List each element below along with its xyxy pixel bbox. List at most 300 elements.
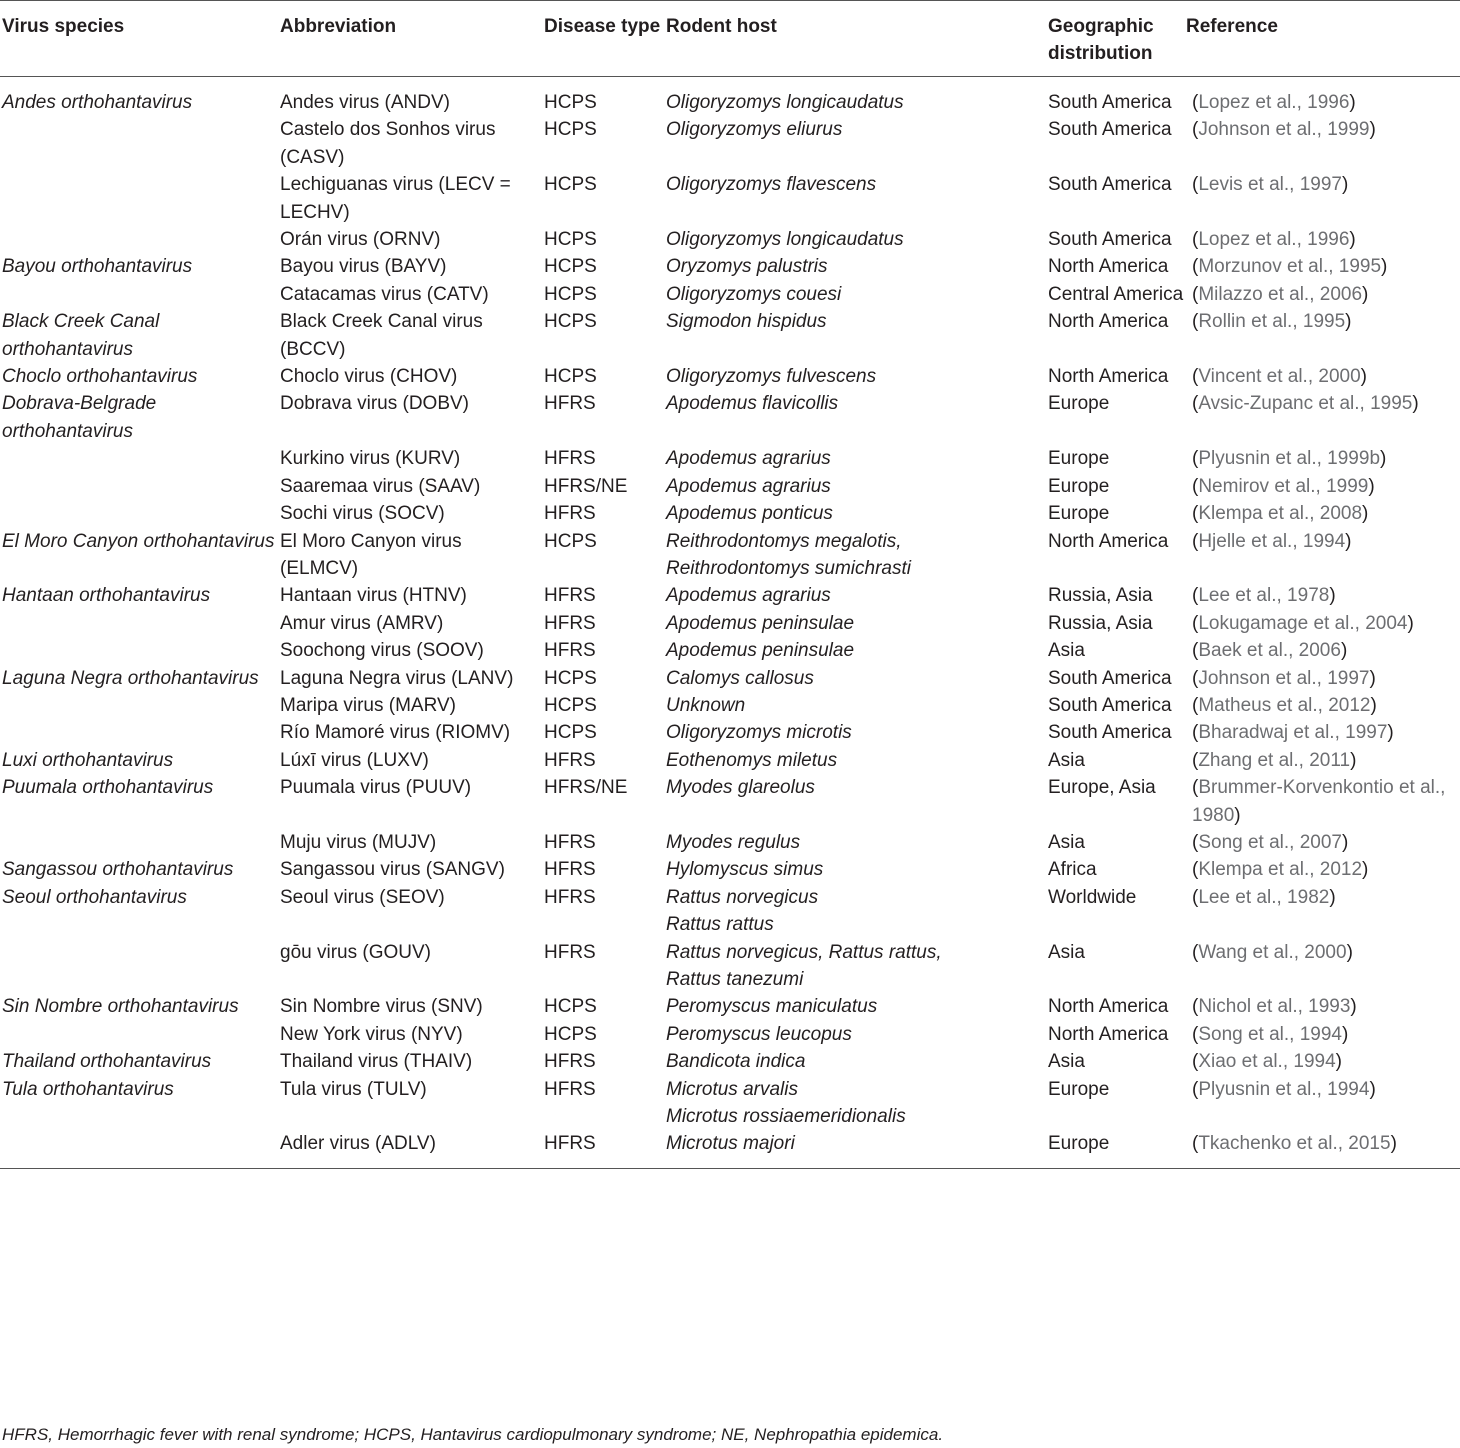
cell-reference [1184, 253, 1460, 280]
cell-abbreviation: Sin Nombre virus (SNV) [280, 996, 483, 1018]
rodent-host-name: Apodemus flavicollis [666, 393, 839, 415]
cell-virus-species: Seoul orthohantavirus [2, 886, 187, 908]
rodent-host-name: Rattus norvegicus, Rattus rattus, [666, 941, 942, 963]
cell-geographic-distribution: Asia [1048, 831, 1085, 853]
cell-virus-species [0, 116, 278, 171]
rodent-host-name: Oligoryzomys eliurus [666, 119, 843, 141]
reference-open-paren: ( [1192, 448, 1199, 470]
cell-geographic-distribution: Russia, Asia [1048, 585, 1153, 607]
reference-open-paren: ( [1192, 92, 1199, 113]
cell-geographic-distribution: Europe [1048, 475, 1110, 497]
cell-abbreviation: Black Creek Canal virus (BCCV) [280, 311, 483, 360]
cell-virus-species [0, 692, 278, 719]
rodent-host-name: Microtus majori [666, 1133, 795, 1155]
reference-open-paren: ( [1192, 585, 1199, 607]
reference-open-paren: ( [1192, 530, 1199, 552]
reference-link[interactable]: Bharadwaj et al., 1997 [1198, 722, 1388, 744]
table-row [0, 445, 1460, 472]
reference-close-paren: ) [1349, 92, 1356, 113]
reference-open-paren: ( [1192, 831, 1199, 853]
rodent-host-name: Myodes glareolus [666, 777, 815, 799]
cell-geographic-distribution: South America [1048, 174, 1172, 196]
cell-abbreviation: New York virus (NYV) [280, 1023, 463, 1045]
cell-abbreviation: Lúxī virus (LUXV) [280, 749, 429, 771]
cell-disease-type: HCPS [544, 283, 597, 305]
reference-link[interactable]: Song et al., 2007 [1198, 831, 1342, 853]
table-row [0, 665, 1460, 692]
cell-rodent-host [664, 692, 1046, 719]
cell-virus-species [0, 1021, 278, 1048]
cell-geographic-distribution: Europe [1048, 503, 1110, 525]
cell-reference [1184, 774, 1460, 829]
reference-link[interactable]: Vincent et al., 2000 [1198, 366, 1361, 388]
reference-close-paren: ) [1341, 174, 1349, 196]
reference-open-paren: ( [1192, 283, 1199, 305]
cell-rodent-host [664, 1130, 1046, 1168]
reference-open-paren: ( [1192, 1078, 1199, 1100]
cell-geographic-distribution: South America [1048, 694, 1172, 716]
reference-close-paren: ) [1362, 503, 1369, 525]
reference-open-paren: ( [1192, 996, 1199, 1018]
reference-link[interactable]: Lee et al., 1978 [1198, 585, 1330, 607]
cell-abbreviation: El Moro Canyon virus (ELMCV) [280, 530, 462, 579]
cell-rodent-host [664, 308, 1046, 363]
rodent-host-name-secondary: Rattus rattus [666, 914, 774, 936]
table-row [0, 747, 1460, 774]
reference-open-paren: ( [1192, 393, 1199, 415]
cell-virus-species [0, 610, 278, 637]
cell-rodent-host [664, 445, 1046, 472]
rodent-host-name: Calomys callosus [666, 667, 814, 689]
table-row [0, 226, 1460, 253]
cell-rodent-host [664, 363, 1046, 390]
rodent-host-name: Oryzomys palustris [666, 256, 828, 278]
reference-link[interactable]: Klempa et al., 2008 [1198, 503, 1363, 525]
cell-geographic-distribution: Asia [1048, 640, 1085, 662]
cell-abbreviation: Saaremaa virus (SAAV) [280, 475, 481, 497]
cell-rodent-host [664, 665, 1046, 692]
cell-abbreviation: Bayou virus (BAYV) [280, 256, 447, 278]
cell-rodent-host [664, 884, 1046, 939]
cell-rodent-host [664, 253, 1046, 280]
cell-virus-species: El Moro Canyon orthohantavirus [2, 530, 275, 552]
cell-abbreviation: Sochi virus (SOCV) [280, 503, 445, 525]
table-row [0, 390, 1460, 445]
table-row [0, 253, 1460, 280]
cell-disease-type: HFRS [544, 831, 596, 853]
rodent-host-name: Reithrodontomys megalotis, [666, 530, 902, 552]
cell-virus-species: Sangassou orthohantavirus [2, 859, 234, 881]
cell-geographic-distribution: South America [1048, 722, 1172, 744]
reference-link[interactable]: Morzunov et al., 1995 [1198, 256, 1382, 278]
reference-link[interactable]: Lopez et al., 1996 [1198, 92, 1350, 113]
rodent-host-name: Oligoryzomys flavescens [666, 174, 877, 196]
cell-disease-type: HCPS [544, 256, 597, 278]
cell-disease-type: HCPS [544, 229, 597, 251]
cell-abbreviation: Thailand virus (THAIV) [280, 1051, 473, 1073]
header-reference: Reference [1186, 16, 1278, 37]
cell-virus-species [0, 829, 278, 856]
reference-close-paren: ) [1381, 256, 1388, 278]
cell-virus-species: Sin Nombre orthohantavirus [2, 996, 239, 1018]
cell-rodent-host [664, 116, 1046, 171]
cell-disease-type: HCPS [544, 1023, 597, 1045]
cell-geographic-distribution: Africa [1048, 859, 1097, 881]
cell-reference [1184, 665, 1460, 692]
rodent-host-name: Apodemus agrarius [666, 475, 831, 497]
cell-virus-species: Puumala orthohantavirus [2, 777, 214, 799]
cell-virus-species: Thailand orthohantavirus [2, 1051, 212, 1073]
rodent-host-name-secondary: Microtus rossiaemeridionalis [666, 1106, 906, 1128]
rodent-host-name: Bandicota indica [666, 1051, 806, 1073]
cell-disease-type: HFRS [544, 448, 596, 470]
table-footnote: HFRS, Hemorrhagic fever with renal syndrome; HCPS, Hantavirus cardiopulmonary syndrome; NE, Nephropathia epidemica. [2, 1425, 944, 1444]
reference-link[interactable]: Wang et al., 2000 [1198, 941, 1347, 963]
cell-virus-species [0, 226, 278, 253]
cell-rodent-host [664, 281, 1046, 308]
reference-open-paren: ( [1192, 503, 1199, 525]
cell-geographic-distribution: Russia, Asia [1048, 612, 1153, 634]
cell-disease-type: HFRS [544, 640, 596, 662]
reference-link[interactable]: Song et al., 1994 [1198, 1023, 1342, 1045]
cell-geographic-distribution: North America [1048, 366, 1169, 388]
cell-reference [1184, 390, 1460, 445]
cell-abbreviation: Dobrava virus (DOBV) [280, 393, 469, 415]
cell-abbreviation: Maripa virus (MARV) [280, 694, 456, 716]
cell-rodent-host [664, 637, 1046, 664]
table-row [0, 281, 1460, 308]
cell-disease-type: HFRS [544, 1133, 596, 1155]
cell-rodent-host [664, 1021, 1046, 1048]
table-row [0, 719, 1460, 746]
cell-virus-species: Laguna Negra orthohantavirus [2, 667, 259, 689]
cell-reference [1184, 1021, 1460, 1048]
cell-abbreviation: Adler virus (ADLV) [280, 1133, 436, 1155]
table-row [0, 582, 1460, 609]
cell-geographic-distribution: Europe, Asia [1048, 777, 1156, 799]
table-row [0, 171, 1460, 226]
cell-rodent-host [664, 500, 1046, 527]
table-body [0, 77, 1460, 1169]
reference-close-paren: ) [1360, 366, 1367, 388]
reference-open-paren: ( [1192, 1133, 1199, 1155]
reference-open-paren: ( [1192, 886, 1199, 908]
cell-disease-type: HFRS/NE [544, 475, 628, 497]
cell-rodent-host [664, 171, 1046, 226]
cell-reference [1184, 939, 1460, 994]
cell-rodent-host [664, 719, 1046, 746]
rodent-host-name: Oligoryzomys longicaudatus [666, 92, 904, 113]
cell-abbreviation: Catacamas virus (CATV) [280, 283, 489, 305]
cell-abbreviation: Sangassou virus (SANGV) [280, 859, 505, 881]
cell-rodent-host [664, 77, 1046, 117]
cell-disease-type: HCPS [544, 996, 597, 1018]
cell-virus-species [0, 637, 278, 664]
header-disease-type: Disease type [544, 16, 661, 37]
reference-open-paren: ( [1192, 229, 1199, 251]
reference-close-paren: ) [1387, 722, 1394, 744]
cell-rodent-host [664, 390, 1046, 445]
cell-geographic-distribution: South America [1048, 667, 1172, 689]
cell-abbreviation: Andes virus (ANDV) [280, 92, 450, 113]
reference-link[interactable]: Nichol et al., 1993 [1198, 996, 1351, 1018]
cell-rodent-host [664, 582, 1046, 609]
cell-abbreviation: Orán virus (ORNV) [280, 229, 441, 251]
cell-rodent-host [664, 747, 1046, 774]
table-row [0, 308, 1460, 363]
table-row [0, 528, 1460, 583]
reference-open-paren: ( [1192, 667, 1199, 689]
reference-link[interactable]: Zhang et al., 2011 [1198, 749, 1351, 771]
reference-open-paren: ( [1192, 311, 1199, 333]
reference-close-paren: ) [1342, 831, 1349, 853]
reference-open-paren: ( [1192, 612, 1199, 634]
reference-open-paren: ( [1192, 722, 1199, 744]
reference-link[interactable]: Johnson et al., 1999 [1198, 119, 1370, 141]
cell-disease-type: HFRS [544, 1078, 596, 1100]
rodent-host-name: Apodemus agrarius [666, 585, 831, 607]
cell-geographic-distribution: Asia [1048, 1051, 1085, 1073]
cell-reference [1184, 692, 1460, 719]
cell-reference [1184, 1048, 1460, 1075]
reference-link[interactable]: Baek et al., 2006 [1198, 640, 1341, 662]
cell-reference [1184, 363, 1460, 390]
table-row [0, 363, 1460, 390]
cell-disease-type: HFRS [544, 886, 596, 908]
cell-reference [1184, 884, 1460, 939]
reference-link[interactable]: Lee et al., 1982 [1198, 886, 1330, 908]
cell-reference [1184, 1076, 1460, 1131]
cell-disease-type: HFRS [544, 393, 596, 415]
cell-reference [1184, 610, 1460, 637]
cell-geographic-distribution: Europe [1048, 393, 1110, 415]
cell-reference [1184, 528, 1460, 583]
rodent-host-name: Oligoryzomys fulvescens [666, 366, 877, 388]
reference-close-paren: ) [1345, 311, 1352, 333]
cell-reference [1184, 993, 1460, 1020]
table-row [0, 77, 1460, 117]
reference-close-paren: ) [1369, 119, 1376, 141]
cell-virus-species [0, 445, 278, 472]
table-row [0, 993, 1460, 1020]
cell-abbreviation: Laguna Negra virus (LANV) [280, 667, 514, 689]
reference-close-paren: ) [1329, 886, 1336, 908]
cell-reference [1184, 308, 1460, 363]
reference-close-paren: ) [1335, 1051, 1342, 1073]
reference-link[interactable]: Klempa et al., 2012 [1198, 859, 1363, 881]
rodent-host-name: Peromyscus leucopus [666, 1023, 852, 1045]
cell-rodent-host [664, 939, 1046, 994]
cell-reference [1184, 281, 1460, 308]
cell-rodent-host [664, 528, 1046, 583]
table-row [0, 939, 1460, 994]
cell-virus-species [0, 939, 278, 994]
cell-disease-type: HCPS [544, 174, 597, 196]
rodent-host-name: Apodemus peninsulae [666, 612, 855, 634]
table-row [0, 829, 1460, 856]
cell-virus-species: Luxi orthohantavirus [2, 749, 174, 771]
cell-rodent-host [664, 1076, 1046, 1131]
cell-virus-species: Hantaan orthohantavirus [2, 585, 211, 607]
table-row [0, 500, 1460, 527]
cell-disease-type: HCPS [544, 366, 597, 388]
reference-link[interactable]: Nemirov et al., 1999 [1198, 475, 1369, 497]
rodent-host-name: Eothenomys miletus [666, 749, 838, 771]
reference-link[interactable]: Lokugamage et al., 2004 [1198, 612, 1408, 634]
table-row [0, 692, 1460, 719]
rodent-host-name-secondary: Rattus tanezumi [666, 969, 804, 990]
cell-rodent-host [664, 774, 1046, 829]
reference-open-paren: ( [1192, 1023, 1199, 1045]
cell-rodent-host [664, 610, 1046, 637]
cell-reference [1184, 445, 1460, 472]
cell-abbreviation: Amur virus (AMRV) [280, 612, 444, 634]
cell-disease-type: HCPS [544, 667, 597, 689]
rodent-host-name: Oligoryzomys couesi [666, 283, 842, 305]
cell-reference [1184, 829, 1460, 856]
reference-close-paren: ) [1350, 749, 1357, 771]
cell-virus-species [0, 281, 278, 308]
cell-virus-species [0, 171, 278, 226]
reference-close-paren: ) [1329, 585, 1336, 607]
table-row [0, 774, 1460, 829]
reference-link[interactable]: Levis et al., 1997 [1198, 174, 1342, 196]
cell-virus-species: Tula orthohantavirus [2, 1078, 174, 1100]
reference-link[interactable]: Milazzo et al., 2006 [1198, 283, 1363, 305]
cell-virus-species: Choclo orthohantavirus [2, 366, 198, 388]
header-abbreviation: Abbreviation [280, 16, 397, 37]
cell-reference [1184, 226, 1460, 253]
cell-reference [1184, 747, 1460, 774]
cell-geographic-distribution: North America [1048, 996, 1169, 1018]
table-row [0, 116, 1460, 171]
reference-open-paren: ( [1192, 694, 1199, 716]
cell-abbreviation: Puumala virus (PUUV) [280, 777, 472, 799]
reference-close-paren: ) [1362, 859, 1369, 881]
reference-close-paren: ) [1362, 283, 1369, 305]
reference-open-paren: ( [1192, 475, 1199, 497]
cell-reference [1184, 473, 1460, 500]
rodent-host-name: Apodemus agrarius [666, 448, 831, 470]
reference-close-paren: ) [1346, 941, 1353, 963]
cell-geographic-distribution: Asia [1048, 941, 1085, 963]
cell-rodent-host [664, 856, 1046, 883]
reference-link[interactable]: Plyusnin et al., 1994 [1198, 1078, 1370, 1100]
cell-virus-species [0, 719, 278, 746]
cell-geographic-distribution: North America [1048, 311, 1169, 333]
rodent-host-name: Sigmodon hispidus [666, 311, 827, 333]
reference-open-paren: ( [1192, 941, 1199, 963]
cell-abbreviation: gōu virus (GOUV) [280, 941, 431, 963]
cell-abbreviation: Castelo dos Sonhos virus (CASV) [280, 119, 496, 168]
reference-close-paren: ) [1369, 667, 1376, 689]
reference-link[interactable]: Rollin et al., 1995 [1198, 311, 1346, 333]
cell-disease-type: HCPS [544, 722, 597, 744]
cell-abbreviation: Hantaan virus (HTNV) [280, 585, 467, 607]
table-row [0, 610, 1460, 637]
cell-geographic-distribution: Europe [1048, 1133, 1110, 1155]
rodent-host-name: Hylomyscus simus [666, 859, 824, 881]
cell-rodent-host [664, 226, 1046, 253]
reference-link[interactable]: Plyusnin et al., 1999b [1198, 448, 1381, 470]
cell-geographic-distribution: Europe [1048, 1078, 1110, 1100]
cell-abbreviation: Seoul virus (SEOV) [280, 886, 445, 908]
cell-reference [1184, 719, 1460, 746]
cell-abbreviation: Muju virus (MUJV) [280, 831, 437, 853]
table-row [0, 856, 1460, 883]
reference-link[interactable]: Avsic-Zupanc et al., 1995 [1198, 393, 1413, 415]
rodent-host-name: Unknown [666, 694, 746, 716]
cell-abbreviation: Lechiguanas virus (LECV = LECHV) [280, 174, 511, 223]
cell-reference [1184, 171, 1460, 226]
header-row [0, 1, 1460, 77]
header-rodent-host: Rodent host [666, 16, 777, 37]
cell-disease-type: HFRS [544, 1051, 596, 1073]
table-row [0, 1048, 1460, 1075]
cell-disease-type: HCPS [544, 530, 597, 552]
cell-rodent-host [664, 993, 1046, 1020]
header-virus-species: Virus species [2, 16, 125, 37]
table-row [0, 884, 1460, 939]
cell-geographic-distribution: Central America [1048, 283, 1184, 305]
reference-close-paren: ) [1390, 1133, 1397, 1155]
reference-close-paren: ) [1340, 640, 1348, 662]
cell-virus-species: Dobrava-Belgrade orthohantavirus [2, 393, 157, 442]
reference-link[interactable]: Johnson et al., 1997 [1198, 667, 1370, 689]
reference-link[interactable]: Xiao et al., 1994 [1198, 1051, 1336, 1073]
cell-reference [1184, 1130, 1460, 1168]
reference-close-paren: ) [1342, 1023, 1349, 1045]
cell-reference [1184, 500, 1460, 527]
cell-abbreviation: Tula virus (TULV) [280, 1078, 427, 1100]
rodent-host-name: Myodes regulus [666, 831, 801, 853]
cell-virus-species: Andes orthohantavirus [2, 92, 193, 113]
reference-close-paren: ) [1370, 694, 1377, 716]
cell-rodent-host [664, 1048, 1046, 1075]
cell-disease-type: HCPS [544, 311, 597, 333]
reference-open-paren: ( [1192, 640, 1199, 662]
cell-virus-species: Bayou orthohantavirus [2, 256, 193, 278]
reference-link[interactable]: Brummer-Korvenkontio et al., 1980 [1192, 777, 1446, 826]
reference-close-paren: ) [1369, 1078, 1376, 1100]
reference-open-paren: ( [1192, 859, 1199, 881]
table-row [0, 1021, 1460, 1048]
cell-abbreviation: Soochong virus (SOOV) [280, 640, 484, 662]
cell-disease-type: HFRS [544, 585, 596, 607]
cell-virus-species [0, 500, 278, 527]
reference-open-paren: ( [1192, 1051, 1199, 1073]
cell-disease-type: HFRS [544, 941, 596, 963]
table-row [0, 637, 1460, 664]
reference-link[interactable]: Tkachenko et al., 2015 [1198, 1133, 1391, 1155]
cell-virus-species: Black Creek Canal orthohantavirus [2, 311, 160, 360]
cell-disease-type: HCPS [544, 92, 597, 113]
reference-open-paren: ( [1192, 174, 1199, 196]
reference-open-paren: ( [1192, 119, 1199, 141]
cell-disease-type: HFRS [544, 859, 596, 881]
cell-disease-type: HCPS [544, 119, 597, 141]
rodent-host-name: Microtus arvalis [666, 1078, 798, 1100]
cell-reference [1184, 637, 1460, 664]
reference-link[interactable]: Matheus et al., 2012 [1198, 694, 1371, 716]
reference-close-paren: ) [1350, 996, 1357, 1018]
reference-close-paren: ) [1407, 612, 1414, 634]
reference-link[interactable]: Lopez et al., 1996 [1198, 229, 1350, 251]
reference-link[interactable]: Hjelle et al., 1994 [1198, 530, 1346, 552]
cell-reference [1184, 116, 1460, 171]
cell-disease-type: HCPS [544, 694, 597, 716]
cell-geographic-distribution: South America [1048, 229, 1172, 251]
